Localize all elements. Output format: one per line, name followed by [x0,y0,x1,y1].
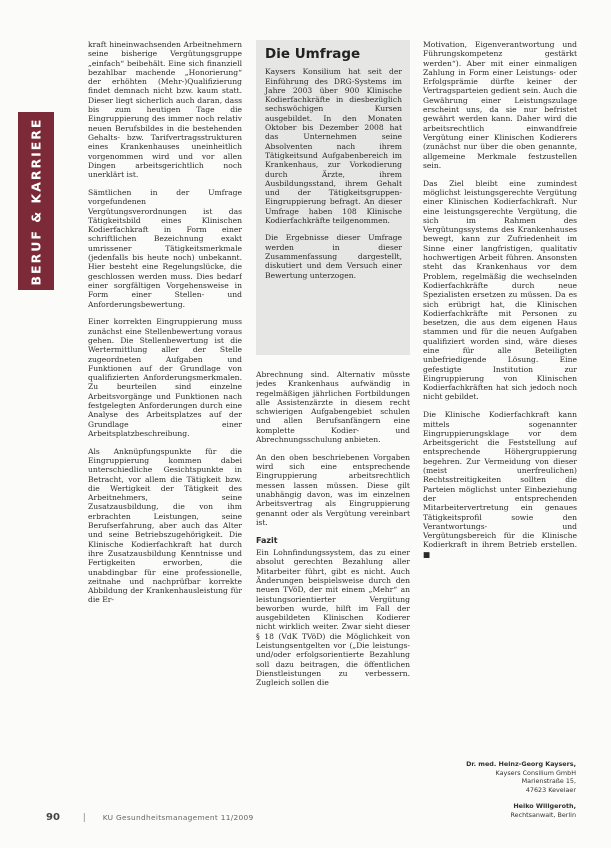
paragraph: Als Anknüpfungspunkte für die Eingruppierung kommen dabei unterschiedliche Gesichtspunkte in Betracht, vor allem die Tätigkeit bzw. die Wertigkeit der Tätigkeit des Arbeitnehmers, seine Zusatzausbildung, die von ihm erbrachten Leistungen, seine Berufserfahrung, aber auch das Alter und seine Betriebszugehörigkeit. Die Klinische Kodierfachkraft hat durch ihre Zusatzausbildung Kenntnisse und Fertigkeiten erworben, die unabdingbar für eine professionelle, zeitnahe und nachprüfbar korrekte Abbildung der Krankenhausleistung für die Er- [88,446,242,605]
author-city: 47623 Kevelaer [525,785,576,794]
text-column-3 [423,40,577,750]
paragraph: Einer korrekten Eingruppierung muss zunächst eine Stellenbewertung voraus gehen. Die Stellenbewertung ist die Wertermittlung aller der Stelle zugeordneten Aufgaben und Funktionen auf der Grundlage von qualifizierten Anforderungsmerkmalen. Zu beurteilen sind einzelne Arbeitsvorgänge und Funktionen nach festgelegten Anforderungen durch eine Analyse des Arbeitsplatzes auf der Grundlage einer Arbeitsplatzbeschreibung. [88,317,242,438]
box-paragraph: Die Ergebnisse dieser Umfrage werden in dieser Zusammenfassung dargestellt, diskutiert und dem Versuch einer Bewertung unterzogen. [265,233,402,280]
text-column-1 [88,40,242,832]
box-paragraph: Kaysers Konsilium hat seit der Einführung des DRG-Systems im Jahre 2003 über 900 Klinische Kodierfachkräfte in diesbezüglich sechswöchigen Kursen ausgebildet. In den Monaten Oktober bis Dezember 2008 hat das Unternehmen seine Absolventen nach ihrem Tätigkeitsund Aufgabenbereich im Krankenhaus, zur Vorkodierung durch Ärzte, ihrem Ausbildungsstand, ihrem Gehalt und der Tätigkeitsgruppen- Eingruppierung befragt. An dieser Umfrage haben 108 Klinische Kodierfachkräfte teilgenommen. [265,67,402,226]
paragraph: Das Ziel bleibt eine zumindest möglichst leistungsgerechte Vergütung einer Klinischen Kodierfachkraft. Nur eine leistungsgerechte Vergütung, die sich im Rahmen des Vergütungssystems des Krankenhauses bewegt, kann zur Zufriedenheit im Sinne einer langfristigen, qualitativ hochwertigen Arbeit führen. Ansonsten steht das Krankenhaus vor dem Problem, regelmäßig die wechselnden Kodierfachkräfte durch neue Spezialisten ersetzen zu müssen. Da es sich erübrigt hat, die Klinischen Kodierfachkräfte mit Personen zu besetzen, die aus dem eigenen Haus stammen und für die neuen Aufgaben qualifiziert worden sind, wäre dieses eine für alle Beteiligten unbefriedigende Lösung. Eine gefestigte Institution zur Eingruppierung von Klinischen Kodierfachkräften hat sich jedoch noch nicht gebildet. [423,178,577,402]
section-heading-fazit: Fazit [256,535,278,545]
survey-info-box [256,40,410,355]
author-name: Dr. med. Heinz-Georg Kaysers, [466,760,576,768]
paragraph: Ein Lohnfindungssystem, das zu einer absolut gerechten Bezahlung aller Mitarbeiter führt, gibt es nicht. Auch Änderungen beispielsweise durch den neuen TVöD, der mit einem „Mehr“ an leistungsorientierter Vergütung beworben wurde, hilft im Fall der ausgebildeten Klinischen Kodierer nicht wirklich weiter. Zwar sieht dieser § 18 (VdK TVöD) die Möglichkeit von Leistungsentgelten vor („Die leistungs- und/oder erfolgsorientierte Bezahlung soll dazu beitragen, die öffentlichen Dienstleistungen zu verbessern. Zugleich sollen die [256,548,410,688]
paragraph: Abrechnung sind. Alternativ müsste jedes Krankenhaus aufwändig in regelmäßigen jährlichen Fortbildungen alle Assistenzärzte in diesem recht schwierigen Aufgabengebiet schulen und allen Berufsanfängern eine komplette Kodier- und Abrechnungsschulung anbieten. [256,370,410,445]
paragraph-text: Die Klinische Kodierfachkraft kann mittels sogenannter Eingruppierungsklage vor dem Arbeitsgericht die Feststellung auf entsprechende Höhergruppierung begehren. Zur Vermeidung von dieser (meist unerfreulichen) Rechtsstreitigkeiten sollten die Parteien möglichst unter Einbeziehung der entsprechenden Mitarbeitervertretung ein genaues Tätigkeitsprofil sowie den Verantwortungs- und Vergütungsbereich für die Klinische Kodierkraft in ihrem Betrieb erstellen. [423,410,577,550]
paragraph [423,410,577,559]
author-role: Rechtsanwalt, Berlin [510,810,576,819]
box-title: Die Umfrage [265,46,361,62]
page-footer [46,812,306,824]
magazine-name: KU Gesundheitsmanagement 11/2009 [102,813,254,822]
paragraph: An den oben beschriebenen Vorgaben wird sich eine entsprechende Eingruppierung arbeitsrechtlich messen lassen müssen. Diese gilt unabhängig davon, was im einzelnen Arbeitsvertrag als Eingruppierung genannt oder als Vergütung vereinbart ist. [256,452,410,527]
page-number: 90 [46,812,60,823]
text-column-2 [256,370,410,830]
paragraph: Sämtlichen in der Umfrage vorgefundenen Vergütungsverordnungen ist das Tätigkeitsbild eines Klinischen Kodierfachkraft in Form einer schriftlichen Bezeichnung exakt umrissener Tätigkeitsmerkmale (jedenfalls bis heute noch) unbekannt. Hier besteht eine Regelungslücke, die geschlossen werden muss. Dies bedarf einer sorgfältigen Vorgehensweise in Form einer Stellen- und Anforderungsbewertung. [88,187,242,309]
author-block [440,760,576,820]
author-name-2: Heiko Willgeroth, [513,802,576,811]
footer-separator: | [82,813,86,823]
end-mark-icon: ■ [423,549,431,559]
author-company: Kaysers Consilium GmbH [495,768,576,777]
section-label: BERUF & KARRIERE [28,117,44,285]
paragraph: Motivation, Eigenverantwortung und Führungskompetenz gestärkt werden“). Aber mit einer einmaligen Zahlung in Form einer Leistungs- oder Erfolgsprämie dürfte keiner der Vertragsparteien gedient sein. Auch die Gewährung einer Leistungszulage erscheint uns, da sie nur befristet gewährt werden kann. Daher wird die arbeitsrechtlich einwandfreie Vergütung einer Klinischen Kodierers (zunächst nur über die oben genannte, allgemeine Merkmale festzustellen sein. [423,40,577,170]
section-tab [18,112,54,290]
paragraph: kraft hineinwachsenden Arbeitnehmern seine bisherige Vergütungsgruppe „einfach“ beibehält. Eine sich finanziell bezahlbar machende „Honorierung“ der erhöhten (Mehr-)Qualifizierung findet demnach nicht bzw. kaum statt. Dieser liegt sicherlich auch daran, dass bis zum heutigen Tage die Eingruppierung des immer noch relativ neuen Berufsbildes in die bestehenden Gehalts- bzw. Tarifvertragsstrukturen eines Krankenhauses uneinheitlich vorgenommen wird und vor allen Dingen arbeitsgerichtlich noch unerklärt ist. [88,40,242,180]
author-street: Marienstraße 15, [521,777,576,786]
